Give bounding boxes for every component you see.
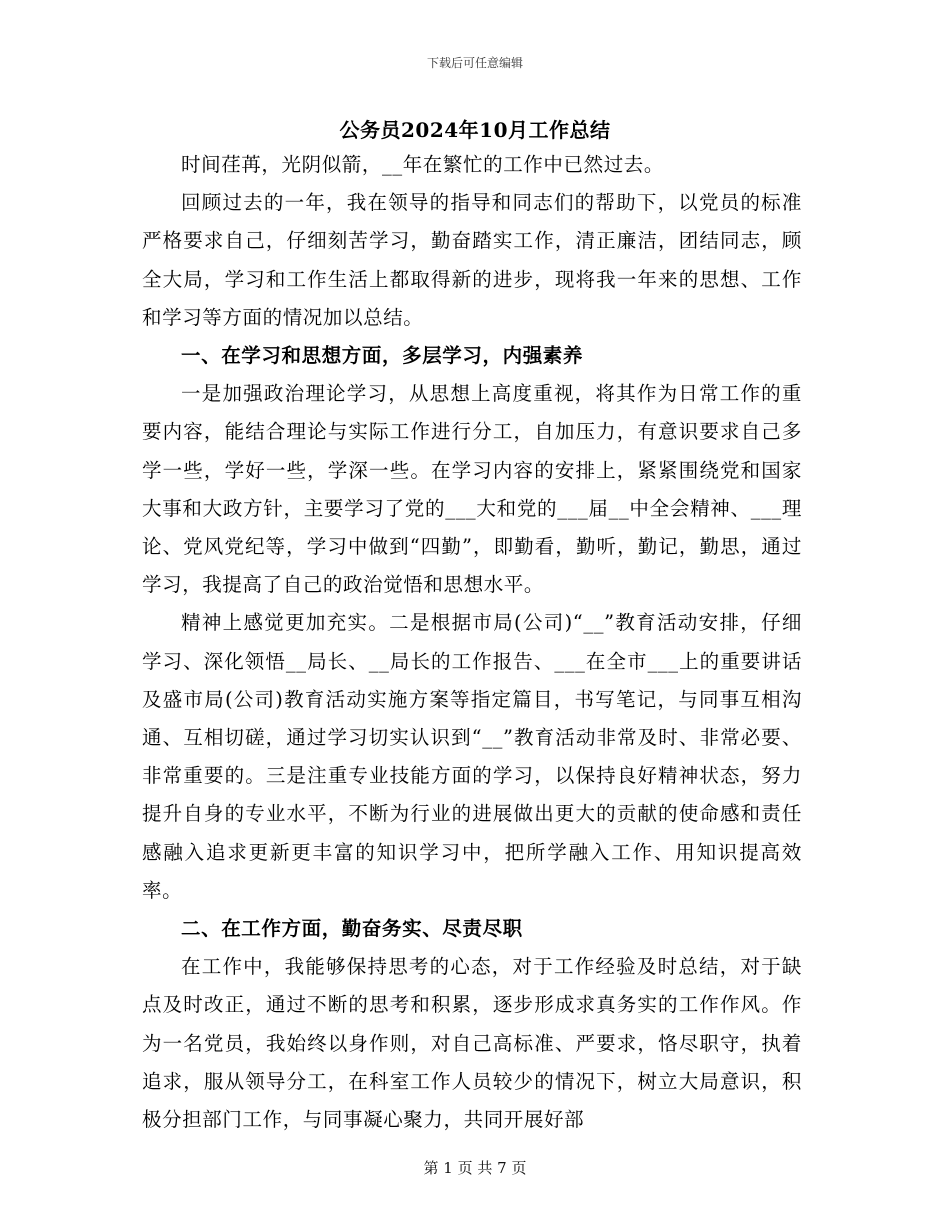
header-note: 下载后可任意编辑 [426, 56, 523, 70]
paragraph-study-2: 精神上感觉更加充实。二是根据市局(公司)“__”教育活动安排，仔细学习、深化领悟__局长、__局长的工作报告、___在全市___上的重要讲话及盛市局(公司)教育活动实施方案等指定篇目，书写笔记，与同事互相沟通、互相切磋，通过学习切实认识到“__”教育活动非常及时、非常必要、非常重要的。三是注重专业技能方面的学习，以保持良好精神状态，努力提升自身的专业水平，不断为行业的进展做出更大的贡献的使命感和责任感融入追求更新更丰富的知识学习中，把所学融入工作、用知识提高效率。 [142, 611, 802, 902]
page-number: 第 1 页 共 7 页 [423, 1159, 527, 1177]
document-title: 公务员2024年10月工作总结 [339, 118, 611, 142]
paragraph-study-1: 一是加强政治理论学习，从思想上高度重视，将其作为日常工作的重要内容，能结合理论与实际工作进行分工，自加压力，有意识要求自己多学一些，学好一些，学深一些。在学习内容的安排上，紧紧围绕党和国家大事和大政方针，主要学习了党的___大和党的___届__中全会精神、___理论、党风党纪等，学习中做到“四勤”，即勤看，勤听，勤记，勤思，通过学习，我提高了自己的政治觉悟和思想水平。 [142, 382, 802, 597]
paragraph-work: 在工作中，我能够保持思考的心态，对于工作经验及时总结，对于缺点及时改正，通过不断的思考和积累，逐步形成求真务实的工作作风。作为一名党员，我始终以身作则，对自己高标准、严要求，恪尽职守，执着追求，服从领导分工，在科室工作人员较少的情况下，树立大局意识，积极分担部门工作，与同事凝心聚力，共同开展好部 [142, 955, 802, 1132]
section-heading-2: 二、在工作方面，勤奋务实、尽责尽职 [181, 917, 523, 941]
paragraph-review: 回顾过去的一年，我在领导的指导和同志们的帮助下，以党员的标准严格要求自己，仔细刻苦学习，勤奋踏实工作，清正廉洁，团结同志，顾全大局，学习和工作生活上都取得新的进步，现将我一年来的思想、工作和学习等方面的情况加以总结。 [142, 191, 802, 329]
document-body [142, 146, 802, 1139]
section-heading-1: 一、在学习和思想方面，多层学习，内强素养 [181, 344, 584, 368]
paragraph-intro: 时间荏苒，光阴似箭，__年在繁忙的工作中已然过去。 [181, 153, 665, 176]
